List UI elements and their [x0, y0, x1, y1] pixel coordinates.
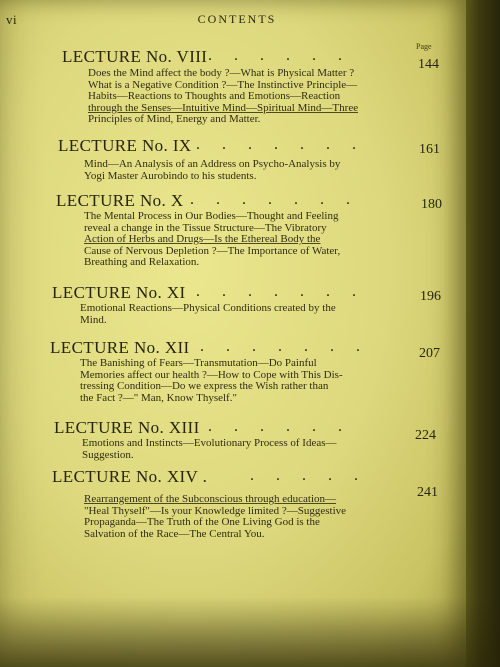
lecture-description [84, 159, 414, 182]
lecture-page-number: 161 [419, 142, 440, 157]
dot-leader: . . . . . . [208, 47, 351, 64]
lecture-page-number: 241 [417, 485, 438, 500]
dot-leader: . . . . . . . [196, 283, 365, 300]
description-line: Rearrangement of the Subconscious through education— [84, 493, 337, 505]
description-line: Propaganda—The Truth of the One Living God is the [84, 516, 320, 529]
description-line: Memories affect our health ?—How to Cope with This Dis- [80, 368, 343, 381]
dot-leader: . . . . . . . [196, 136, 365, 153]
lecture-description [82, 438, 412, 461]
description-line: the Fact ?—" Man, Know Thyself." [80, 391, 237, 404]
dot-leader: . . . . . [250, 467, 367, 484]
description-line: The Banishing of Fears—Transmutation—Do Painful [80, 357, 317, 369]
lecture-heading: LECTURE No. VIII [62, 47, 208, 66]
description-line: Yogi Master Aurobindo to his students. [84, 169, 257, 182]
page-header [6, 12, 468, 32]
description-line: Cause of Nervous Depletion ?—The Importance of Water, [84, 244, 341, 257]
description-line: The Mental Process in Our Bodies—Thought and Feeling [84, 210, 339, 222]
lecture-heading: LECTURE No. IX [58, 136, 192, 155]
description-line: Suggestion. [82, 448, 134, 461]
description-line: Principles of Mind, Energy and Matter. [88, 113, 261, 126]
description-line: Does the Mind affect the body ?—What is Physical Matter ? [88, 67, 355, 79]
adjacent-page-edge [466, 0, 500, 667]
description-line: reveal a change in the Tissue Structure—The Vibratory [84, 221, 327, 234]
lecture-description [80, 303, 415, 326]
dot-leader: . . . . . . [208, 418, 351, 435]
description-line: "Heal Thyself"—Is your Knowledge limited ?—Suggestive [84, 504, 347, 517]
page-title: CONTENTS [197, 12, 277, 26]
description-line: Action of Herbs and Drugs—Is the Ethereal Body the [84, 233, 321, 246]
description-line: Emotional Reactions—Physical Conditions created by the [80, 302, 336, 314]
lecture-description [80, 358, 412, 404]
page-column-label: Page [416, 42, 432, 51]
lecture-description [84, 211, 414, 269]
lecture-page-number: 207 [419, 346, 440, 361]
lecture-heading: LECTURE No. XII [50, 338, 190, 357]
description-line: Breathing and Relaxation. [84, 256, 200, 269]
description-line: tressing Condition—Do we express the Wish rather than [80, 380, 329, 393]
lecture-description [88, 68, 410, 126]
dot-leader: . . . . . . . [200, 338, 369, 355]
description-line: What is a Negative Condition ?—The Instinctive Principle— [88, 78, 358, 91]
page-shadow [0, 597, 500, 667]
lecture-page-number: 196 [420, 289, 441, 304]
lecture-heading: LECTURE No. X [56, 191, 184, 210]
description-line: through the Senses—Intuitive Mind—Spiritual Mind—Three [88, 101, 359, 114]
lecture-description [84, 494, 412, 540]
lecture-heading: LECTURE No. XIII [54, 418, 200, 437]
description-line: Mind—An Analysis of an Address on Psycho-Analysis by [84, 158, 341, 170]
lecture-heading: LECTURE No. XI [52, 283, 186, 302]
lecture-heading: LECTURE No. XIV . [52, 467, 208, 486]
lecture-page-number: 180 [421, 197, 442, 212]
description-line: Salvation of the Race—The Central You. [84, 527, 265, 540]
dot-leader: . . . . . . . [190, 191, 359, 208]
lecture-page-number: 144 [418, 57, 439, 72]
lecture-page-number: 224 [415, 428, 436, 443]
description-line: Habits—Reactions to Thoughts and Emotions—Reaction [88, 90, 341, 103]
roman-page-number: vi [6, 12, 18, 27]
description-line: Mind. [80, 313, 107, 326]
description-line: Emotions and Instincts—Evolutionary Process of Ideas— [82, 437, 337, 449]
